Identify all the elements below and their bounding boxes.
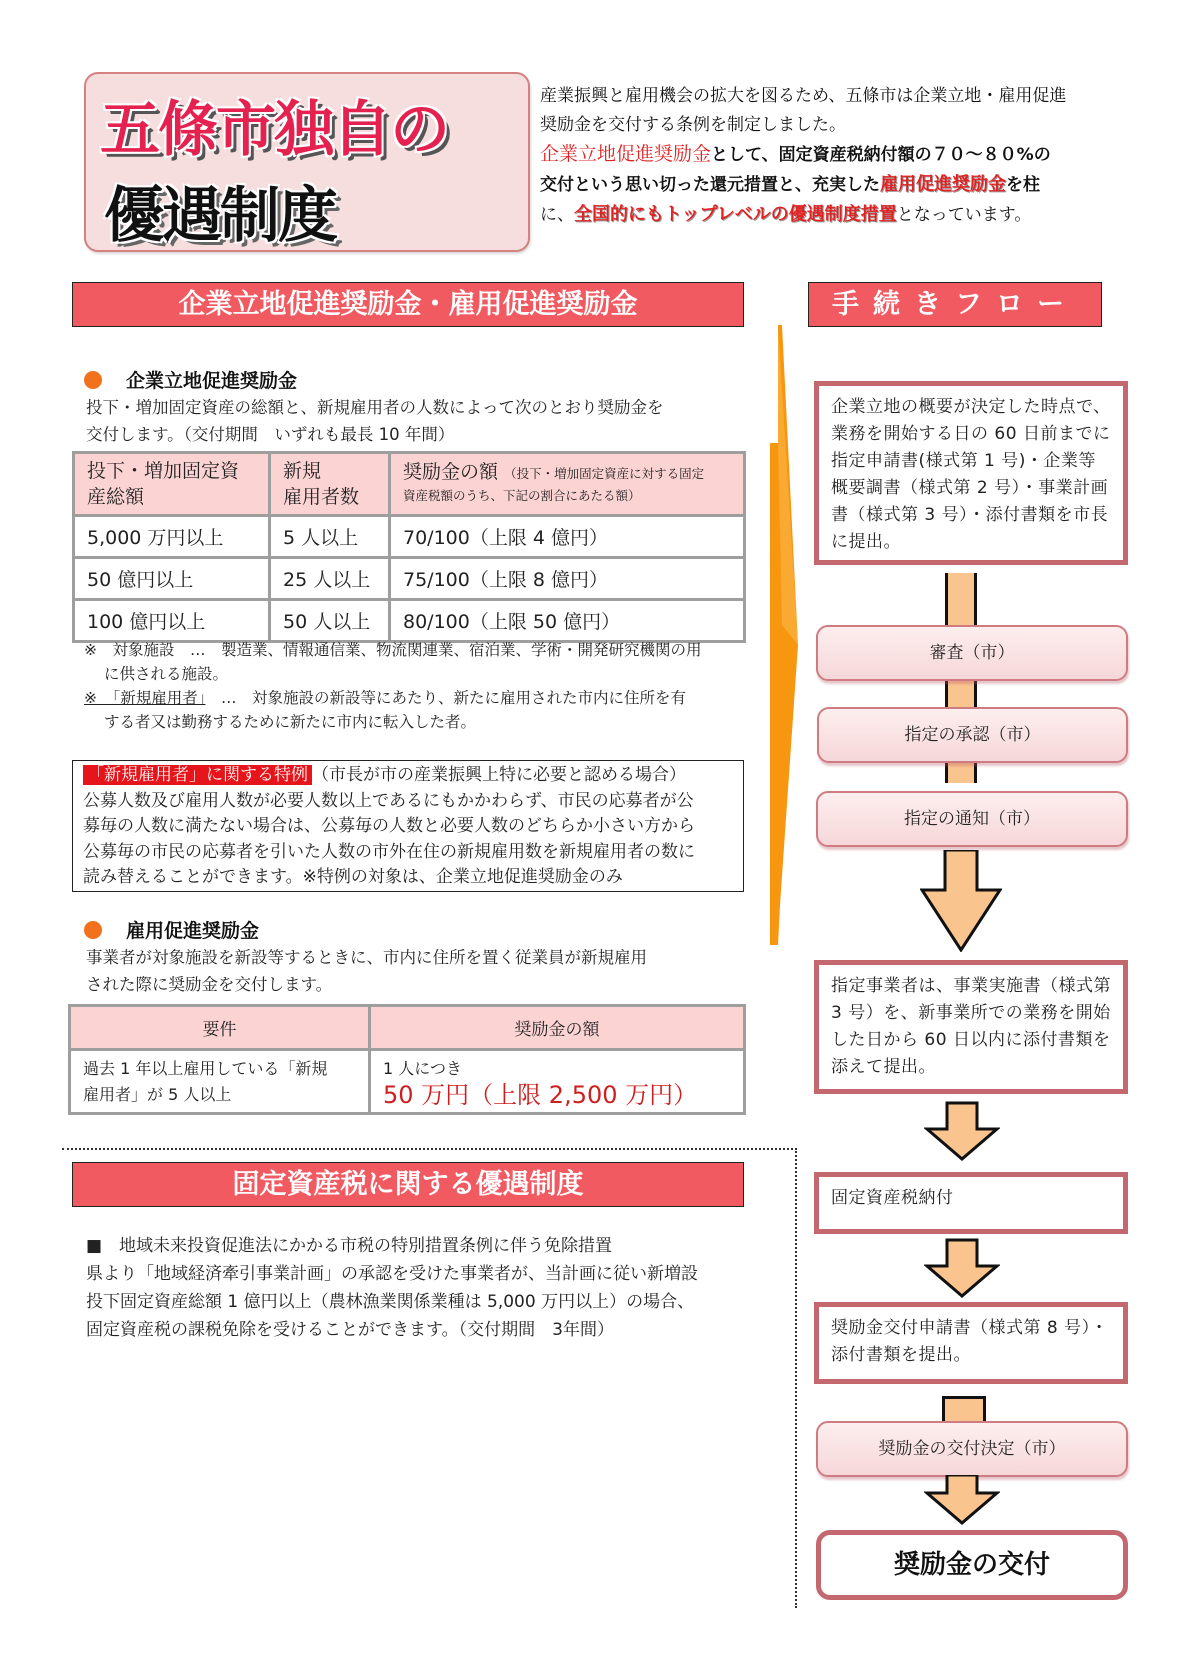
intro-line4-end: を柱 [1006, 175, 1040, 195]
orange-bullet-icon [84, 921, 102, 939]
row-assets: 50 億円以上 [74, 558, 270, 600]
amount-cell [370, 1050, 745, 1114]
header-amount: 奨励金の額 [370, 1006, 745, 1050]
row-assets: 5,000 万円以上 [74, 516, 270, 558]
intro-line4-start: 交付という思い切った還元措置と、充実した [540, 175, 880, 195]
location-incentive-heading [84, 366, 297, 393]
header-amount [390, 453, 745, 516]
intro-line5-start: に、 [540, 205, 574, 225]
note-new-employee-cont: する者又は勤務するために新たに市内に転入した者。 [104, 713, 477, 731]
intro-line2: 奨励金を交付する条例を制定しました。 [540, 115, 846, 135]
tax-section-divider [62, 1148, 797, 1608]
intro-highlight-toplevel: 全国的にもトップレベルの優遇制度措置 [574, 204, 897, 225]
special-rule-box [72, 760, 744, 892]
arrow-down-icon [924, 1101, 1000, 1161]
special-rule-line4: 読み替えることができます。※特例の対象は、企業立地促進奨励金のみ [83, 867, 623, 887]
arrow-down-icon [924, 1238, 1000, 1298]
header-assets-line1: 投下・増加固定資 [87, 460, 240, 482]
amount-value: 50 万円（上限 2,500 万円） [383, 1080, 698, 1109]
intro-line5-end: となっています。 [896, 205, 1032, 225]
row-amount: 75/100（上限 8 億円） [390, 558, 745, 600]
header-employees-line2: 雇用者数 [283, 486, 360, 508]
tax-banner: 固定資産税に関する優遇制度 [72, 1162, 744, 1207]
intro-highlight-employment: 雇用促進奨励金 [880, 174, 1006, 195]
incentives-banner: 企業立地促進奨励金・雇用促進奨励金 [72, 282, 744, 327]
employment-incentive-heading [84, 916, 259, 943]
tax-line3: 固定資産税の課税免除を受けることができます。（交付期間 3年間） [86, 1320, 614, 1340]
header-employees [270, 453, 390, 516]
location-heading-text: 企業立地促進奨励金 [126, 370, 298, 392]
note-target-facilities: ※ 対象施設 … 製造業、情報通信業、物流関連業、宿泊業、学術・開発研究機関の用 [84, 641, 702, 659]
special-rule-line2: 募毎の人数に満たない場合は、公募毎の人数と必要人数のどちらか小さい方から [83, 816, 695, 836]
location-description [86, 394, 746, 448]
table-row [74, 516, 745, 558]
employment-incentive-table [68, 1004, 746, 1115]
intro-line1: 産業振興と雇用機会の拡大を図るため、五條市は企業立地・雇用促進 [540, 86, 1067, 106]
special-rule-tag: 「新規雇用者」に関する特例 [83, 765, 312, 785]
row-assets: 100 億円以上 [74, 600, 270, 642]
flow-step-application: 企業立地の概要が決定した時点で、業務を開始する日の 60 日前までに指定申請書(様式第 1 号)・企業等概要調書（様式第 2 号）・事業計画書（様式第 3 号）・添付書類を市長に提出。 [814, 381, 1128, 565]
tax-text [86, 1232, 766, 1344]
tax-line1: 県より「地域経済牽引事業計画」の承認を受けた事業者が、当計画に従い新増設 [86, 1264, 698, 1284]
intro-line3 [540, 140, 1120, 170]
intro-line5 [540, 200, 1120, 230]
header-amount-main: 奨励金の額 [403, 461, 499, 483]
arrow-down-icon [924, 1475, 1000, 1525]
note-new-employee-label: ※ 「新規雇用者」 [84, 689, 206, 707]
row-amount: 80/100（上限 50 億円） [390, 600, 745, 642]
header-employees-line1: 新規 [283, 460, 322, 482]
special-rule-line3: 公募毎の市民の応募者を引いた人数の市外在住の新規雇用数を新規雇用者の数に [83, 841, 695, 862]
special-rule-line1: 公募人数及び雇用人数が必要人数以上であるにもかかわらず、市民の応募者が公 [83, 790, 694, 811]
flow-banner: 手続きフロー [808, 282, 1102, 327]
location-incentive-table [72, 451, 746, 643]
header-amount-note2: 資産税額のうち、下記の割合にあたる額） [403, 488, 641, 503]
table-header-row [70, 1006, 745, 1050]
intro-highlight-location: 企業立地促進奨励金 [540, 143, 712, 165]
tax-line2: 投下固定資産総額 1 億円以上（農林漁業関係業種は 5,000 万円以上）の場合、 [86, 1292, 695, 1312]
table-header-row [74, 453, 745, 516]
requirement-line2: 雇用者」が 5 人以上 [83, 1084, 232, 1104]
table-row [74, 600, 745, 642]
special-rule-condition: （市長が市の産業振興上特に必要と認める場合） [312, 765, 686, 785]
requirement-line1: 過去 1 年以上雇用している「新規 [83, 1058, 328, 1078]
location-desc-line2: 交付します。（交付期間 いずれも最長 10 年間） [86, 425, 455, 444]
location-desc-line1: 投下・増加固定資産の総額と、新規雇用者の人数によって次のとおり奨励金を [86, 398, 664, 417]
page-title-line2: 優遇制度 [104, 181, 336, 251]
amount-per-person: 1 人につき [383, 1058, 462, 1078]
requirement-cell [70, 1050, 370, 1114]
note-new-employee-text: … 対象施設の新設等にあたり、新たに雇用された市内に住所を有 [205, 689, 687, 707]
header-assets [74, 453, 270, 516]
employment-desc-line1: 事業者が対象施設を新設等するときに、市内に住所を置く従業員が新規雇用 [86, 948, 647, 967]
flow-step-review: 審査（市） [816, 625, 1128, 681]
flow-step-implementation: 指定事業者は、事業実施書（様式第 3 号）を、新事業所での業務を開始した日から 60 日以内に添付書類を添えて提出。 [814, 960, 1128, 1094]
flow-step-tax-payment: 固定資産税納付 [814, 1172, 1128, 1234]
note-target-facilities-cont: に供される施設。 [104, 665, 229, 683]
notes [84, 638, 754, 734]
header-assets-line2: 産総額 [87, 486, 145, 508]
intro-text [540, 82, 1120, 230]
row-employees: 50 人以上 [270, 600, 390, 642]
table-row [74, 558, 745, 600]
header-requirement: 要件 [70, 1006, 370, 1050]
orange-arrow-bar-icon [770, 325, 818, 945]
employment-heading-text: 雇用促進奨励金 [126, 920, 260, 942]
tax-heading: ■ 地域未来投資促進法にかかる市税の特別措置条例に伴う免除措置 [86, 1236, 613, 1256]
flow-step-grant-payment: 奨励金の交付 [816, 1530, 1128, 1600]
row-amount: 70/100（上限 4 億円） [390, 516, 745, 558]
flow-step-grant-decision: 奨励金の交付決定（市） [816, 1421, 1128, 1477]
flow-step-approval: 指定の承認（市） [817, 707, 1128, 763]
flow-step-grant-application: 奨励金交付申請書（様式第 8 号）・添付書類を提出。 [814, 1302, 1128, 1384]
employment-desc-line2: された際に奨励金を交付します。 [86, 975, 333, 994]
orange-bullet-icon [84, 371, 102, 389]
row-employees: 5 人以上 [270, 516, 390, 558]
row-employees: 25 人以上 [270, 558, 390, 600]
intro-line3-rest: として、固定資産税納付額の７０～８０%の [711, 145, 1051, 165]
table-row [70, 1050, 745, 1114]
arrow-down-icon [920, 850, 1002, 952]
flow-step-notice: 指定の通知（市） [816, 791, 1128, 847]
employment-description [86, 944, 746, 998]
header-amount-note1: （投下・増加固定資産に対する固定 [504, 466, 705, 481]
note-new-employee [84, 686, 754, 710]
page-title-line1: 五條市独自の [100, 95, 448, 165]
special-rule-title [83, 763, 733, 789]
intro-line4 [540, 170, 1120, 200]
